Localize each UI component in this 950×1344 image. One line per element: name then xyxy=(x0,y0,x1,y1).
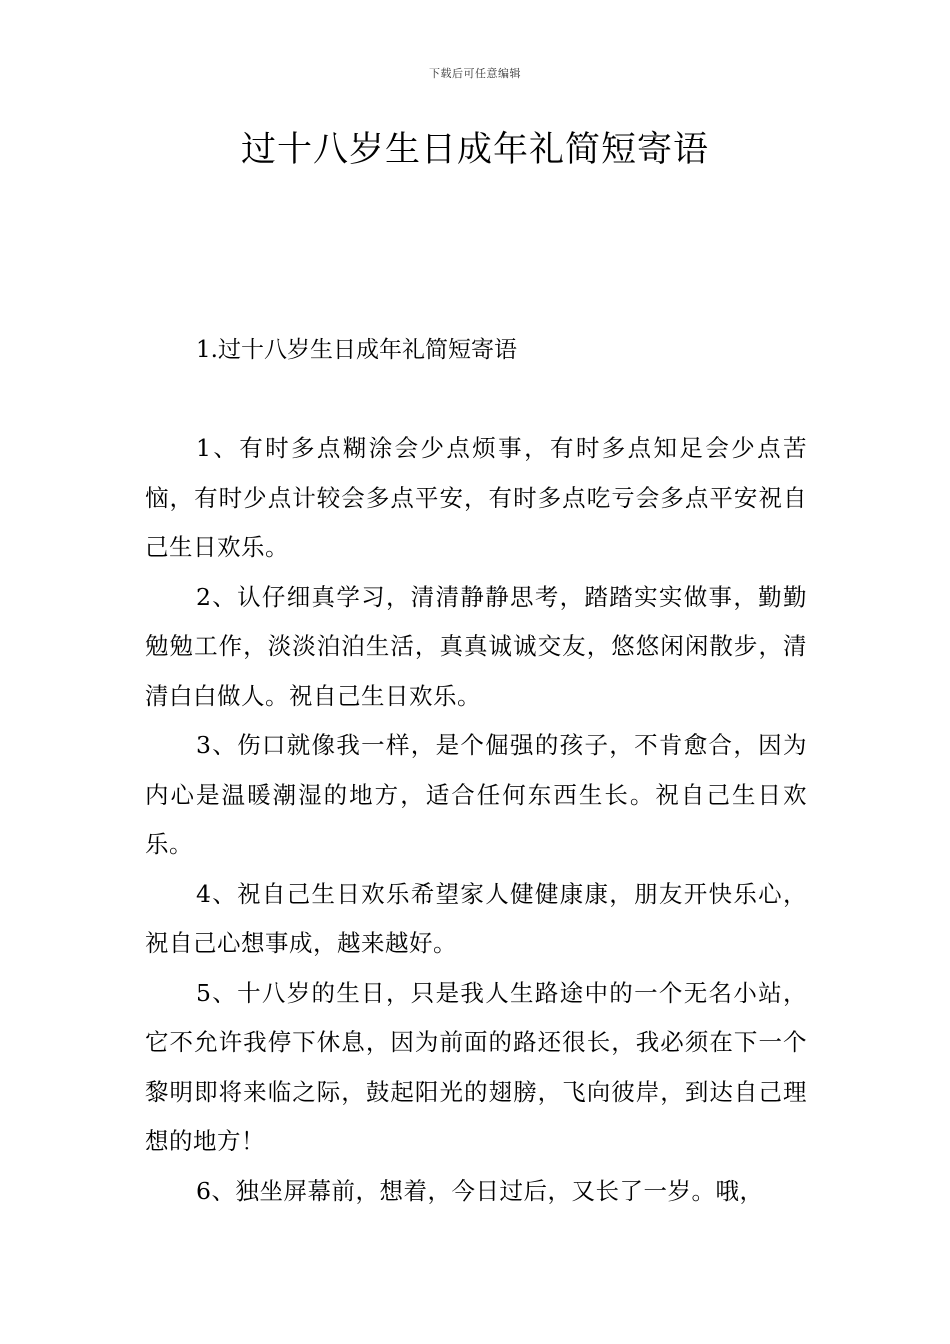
paragraph: 2、认仔细真学习，清清静静思考，踏踏实实做事，勤勤勉勉工作，淡淡泊泊生活，真真诚诚交友，悠悠闲闲散步，清清白白做人。祝自己生日欢乐。 xyxy=(145,582,807,710)
paragraph: 1、有时多点糊涂会少点烦事，有时多点知足会少点苦恼，有时少点计较会多点平安，有时多点吃亏会多点平安祝自己生日欢乐。 xyxy=(145,434,807,561)
paragraph: 4、祝自己生日欢乐希望家人健健康康，朋友开快乐心，祝自己心想事成，越来越好。 xyxy=(145,879,807,957)
paragraph: 6、独坐屏幕前，想着，今日过后，又长了一岁。哦， xyxy=(196,1176,764,1205)
section-heading: 1.过十八岁生日成年礼简短寄语 xyxy=(196,337,517,363)
document-body xyxy=(145,424,807,1216)
document-title: 过十八岁生日成年礼简短寄语 xyxy=(240,130,709,170)
paragraph: 5、十八岁的生日，只是我人生路途中的一个无名小站，它不允许我停下休息，因为前面的路还很长，我必须在下一个黎明即将来临之际，鼓起阳光的翅膀，飞向彼岸，到达自己理想的地方！ xyxy=(145,978,807,1155)
paragraph: 3、伤口就像我一样，是个倔强的孩子，不肯愈合，因为内心是温暖潮湿的地方，适合任何东西生长。祝自己生日欢乐。 xyxy=(145,731,807,858)
header-note: 下载后可任意编辑 xyxy=(429,67,521,80)
